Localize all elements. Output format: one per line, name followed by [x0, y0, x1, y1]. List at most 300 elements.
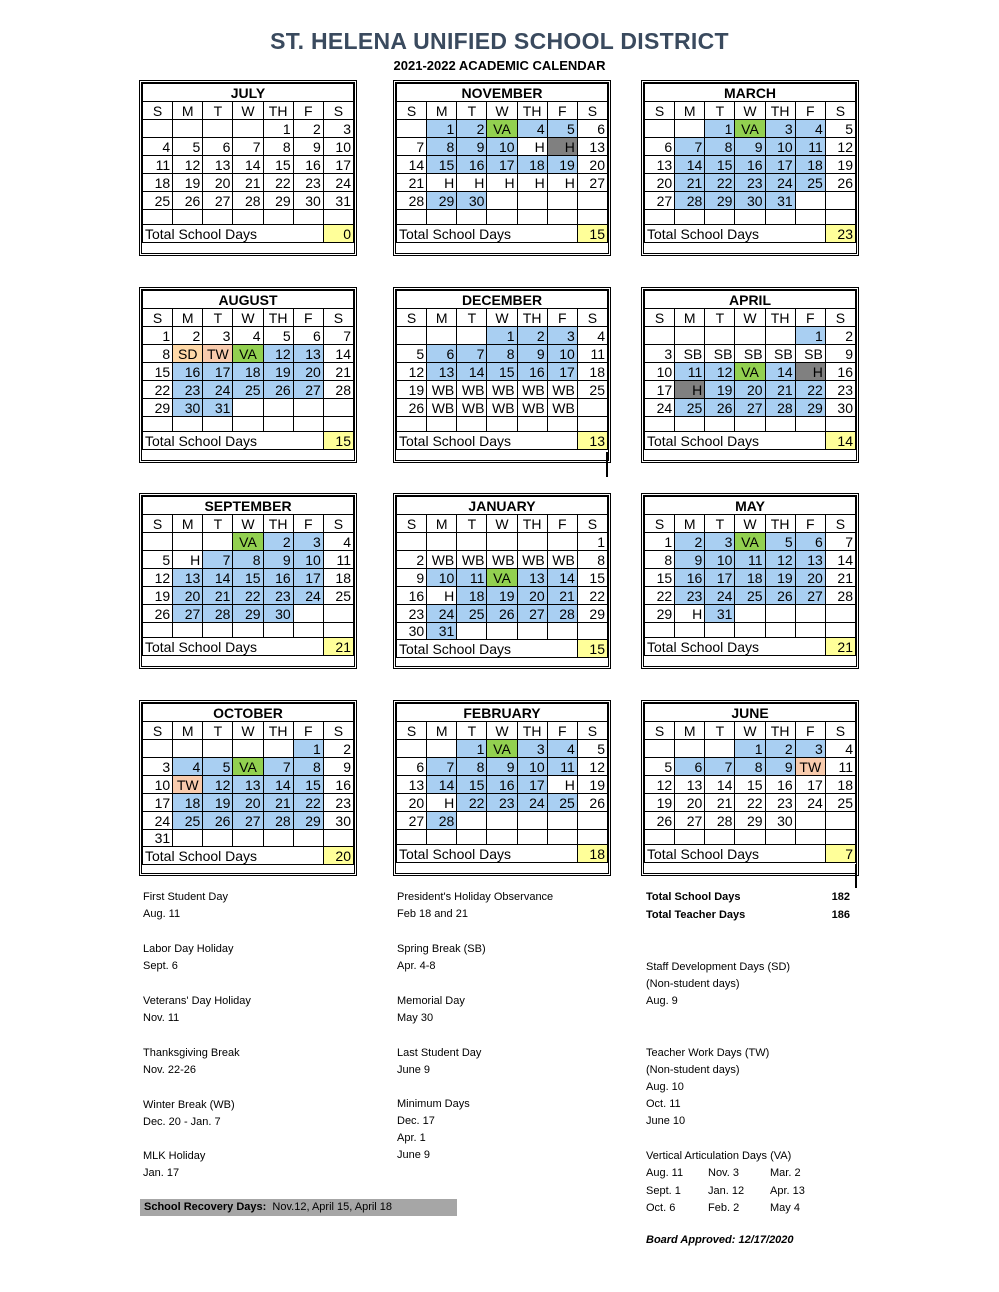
day-of-week-header: S: [577, 515, 607, 533]
total-school-days-value: 7: [825, 845, 855, 863]
day-cell: 26: [765, 587, 795, 605]
total-school-days-label: Total School Days: [143, 847, 324, 865]
day-cell: 1: [427, 120, 457, 138]
day-cell: 20: [735, 381, 765, 399]
day-cell: 9: [675, 551, 705, 569]
day-cell: [397, 533, 427, 551]
day-cell: 8: [427, 138, 457, 156]
day-cell: [487, 210, 517, 225]
sd-dates: Aug. 9: [646, 995, 678, 1007]
day-cell: [547, 417, 577, 432]
total-school-days-value: 0: [323, 225, 353, 243]
day-cell: 14: [547, 569, 577, 587]
day-cell: 30: [323, 812, 353, 830]
day-cell: 24: [143, 812, 173, 830]
day-cell: 3: [517, 740, 547, 758]
day-cell: 22: [293, 794, 323, 812]
day-cell: 22: [735, 794, 765, 812]
day-of-week-header: T: [705, 309, 735, 327]
va-dates: [646, 1165, 832, 1218]
day-cell: 24: [645, 399, 675, 417]
day-cell: 22: [143, 381, 173, 399]
day-cell: 20: [675, 794, 705, 812]
day-cell: 14: [675, 156, 705, 174]
day-cell: 24: [795, 794, 825, 812]
day-cell: [323, 623, 353, 638]
month-november: [393, 80, 611, 256]
day-cell: 20: [397, 794, 427, 812]
day-cell: 7: [203, 551, 233, 569]
day-cell: 13: [645, 156, 675, 174]
day-cell: 26: [487, 605, 517, 623]
day-cell: 4: [233, 327, 263, 345]
day-cell: 16: [323, 776, 353, 794]
day-cell: [263, 830, 293, 847]
day-cell: 23: [487, 794, 517, 812]
day-cell: [795, 192, 825, 210]
va-date: Jan. 12: [708, 1184, 745, 1197]
legend-date: Dec. 20 - Jan. 7: [143, 1116, 221, 1128]
total-school-days-value: 20: [323, 847, 353, 865]
day-of-week-header: F: [547, 722, 577, 740]
day-cell: 3: [705, 533, 735, 551]
day-cell: 10: [487, 138, 517, 156]
day-cell: [645, 830, 675, 845]
day-cell: [143, 120, 173, 138]
day-cell: WB: [487, 399, 517, 417]
day-cell: [577, 812, 607, 830]
day-cell: [735, 605, 765, 623]
day-cell: [765, 417, 795, 432]
day-cell: [323, 605, 353, 623]
day-cell: 4: [795, 120, 825, 138]
day-cell: 30: [263, 605, 293, 623]
day-cell: 26: [397, 399, 427, 417]
day-cell: [263, 740, 293, 758]
day-of-week-header: F: [795, 515, 825, 533]
day-cell: 23: [675, 587, 705, 605]
day-cell: 30: [825, 399, 855, 417]
day-of-week-header: F: [795, 722, 825, 740]
day-cell: 4: [517, 120, 547, 138]
day-cell: [517, 417, 547, 432]
day-cell: 22: [645, 587, 675, 605]
day-cell: 4: [825, 740, 855, 758]
day-cell: 16: [487, 776, 517, 794]
day-cell: [293, 623, 323, 638]
legend-label: Minimum Days: [397, 1098, 470, 1110]
day-of-week-header: TH: [263, 722, 293, 740]
day-cell: 28: [263, 812, 293, 830]
day-cell: 17: [705, 569, 735, 587]
day-cell: 30: [293, 192, 323, 210]
divider-line: [855, 864, 857, 888]
day-of-week-header: T: [457, 309, 487, 327]
day-cell: 13: [427, 363, 457, 381]
day-cell: 22: [233, 587, 263, 605]
va-date: Feb. 2: [708, 1202, 740, 1214]
day-cell: 7: [825, 533, 855, 551]
day-cell: [577, 623, 607, 640]
day-of-week-header: TH: [517, 515, 547, 533]
day-cell: [705, 327, 735, 345]
day-cell: [795, 812, 825, 830]
day-cell: 16: [517, 363, 547, 381]
tw-sublabel: (Non-student days): [646, 1064, 740, 1076]
day-cell: WB: [487, 381, 517, 399]
day-of-week-header: S: [645, 722, 675, 740]
day-cell: [293, 417, 323, 432]
day-cell: 7: [427, 758, 457, 776]
day-cell: 6: [645, 138, 675, 156]
recovery-label: School Recovery Days:: [144, 1201, 267, 1213]
day-cell: 26: [173, 192, 203, 210]
day-cell: [427, 327, 457, 345]
day-cell: 11: [675, 363, 705, 381]
day-cell: 13: [173, 569, 203, 587]
day-cell: [547, 533, 577, 551]
day-cell: [173, 417, 203, 432]
day-cell: 24: [765, 174, 795, 192]
month-name: JANUARY: [397, 497, 608, 515]
day-cell: 27: [735, 399, 765, 417]
total-school-days-label: Total School Days: [397, 845, 578, 863]
day-cell: [645, 417, 675, 432]
total-school-days-value: 18: [577, 845, 607, 863]
total-school-days-value: 14: [825, 432, 855, 450]
day-of-week-header: S: [397, 102, 427, 120]
day-cell: WB: [427, 551, 457, 569]
total-school-days-value: 21: [825, 638, 855, 656]
day-cell: 7: [323, 327, 353, 345]
total-school-days-value: 21: [323, 638, 353, 656]
day-cell: 12: [765, 551, 795, 569]
month-july: [139, 80, 357, 256]
va-label: Vertical Articulation Days (VA): [646, 1150, 792, 1162]
day-cell: 24: [517, 794, 547, 812]
day-cell: [203, 210, 233, 225]
day-cell: 12: [705, 363, 735, 381]
day-cell: [765, 210, 795, 225]
legend-label: Winter Break (WB): [143, 1099, 235, 1111]
day-of-week-header: M: [173, 309, 203, 327]
day-cell: 23: [293, 174, 323, 192]
day-cell: 31: [143, 830, 173, 847]
day-cell: [487, 192, 517, 210]
day-cell: 26: [577, 794, 607, 812]
day-cell: [427, 830, 457, 845]
day-cell: 1: [263, 120, 293, 138]
month-name: MARCH: [645, 84, 856, 102]
day-cell: 2: [517, 327, 547, 345]
day-cell: 10: [765, 138, 795, 156]
day-cell: WB: [427, 381, 457, 399]
day-cell: 21: [547, 587, 577, 605]
day-of-week-header: W: [735, 515, 765, 533]
day-cell: [397, 327, 427, 345]
total-school-days-label: Total School Days: [645, 432, 826, 450]
day-cell: [825, 812, 855, 830]
day-cell: 7: [675, 138, 705, 156]
va-date: Oct. 6: [646, 1202, 676, 1214]
day-cell: 28: [705, 812, 735, 830]
day-cell: VA: [735, 120, 765, 138]
legend-label: Spring Break (SB): [397, 943, 486, 955]
day-of-week-header: S: [323, 102, 353, 120]
day-cell: 25: [173, 812, 203, 830]
day-cell: 13: [517, 569, 547, 587]
day-cell: 18: [795, 156, 825, 174]
day-cell: 17: [645, 381, 675, 399]
total-school-days-value: 15: [577, 640, 607, 658]
day-cell: 27: [173, 605, 203, 623]
day-cell: [675, 417, 705, 432]
day-of-week-header: S: [323, 722, 353, 740]
day-cell: 29: [795, 399, 825, 417]
day-cell: 2: [323, 740, 353, 758]
day-cell: 3: [795, 740, 825, 758]
day-cell: 9: [293, 138, 323, 156]
legend-date: May 30: [397, 1012, 434, 1024]
legend-date: Sept. 6: [143, 960, 178, 972]
day-cell: 28: [675, 192, 705, 210]
day-cell: 25: [577, 381, 607, 399]
day-cell: 27: [233, 812, 263, 830]
day-cell: 26: [263, 381, 293, 399]
day-cell: [173, 740, 203, 758]
day-cell: 12: [577, 758, 607, 776]
day-cell: 7: [233, 138, 263, 156]
day-cell: [735, 417, 765, 432]
day-cell: 2: [457, 120, 487, 138]
day-cell: 11: [795, 138, 825, 156]
day-of-week-header: F: [795, 102, 825, 120]
day-cell: 2: [263, 533, 293, 551]
day-cell: 10: [705, 551, 735, 569]
day-cell: 20: [795, 569, 825, 587]
day-of-week-header: T: [457, 515, 487, 533]
day-cell: H: [517, 174, 547, 192]
day-of-week-header: T: [705, 722, 735, 740]
total-school-days-label: Total School Days: [397, 640, 578, 658]
month-name: FEBRUARY: [397, 704, 608, 722]
day-cell: TW: [795, 758, 825, 776]
day-cell: [705, 210, 735, 225]
day-of-week-header: S: [825, 102, 855, 120]
day-of-week-header: S: [143, 102, 173, 120]
legend-date: June 9: [397, 1064, 431, 1076]
day-cell: 9: [487, 758, 517, 776]
day-cell: [795, 830, 825, 845]
month-december: [393, 287, 611, 463]
legend-date: Apr. 1: [397, 1132, 426, 1144]
day-cell: 17: [517, 776, 547, 794]
day-cell: 12: [263, 345, 293, 363]
day-cell: 18: [233, 363, 263, 381]
day-cell: 27: [645, 192, 675, 210]
day-cell: 20: [645, 174, 675, 192]
day-cell: 19: [577, 776, 607, 794]
day-cell: 26: [143, 605, 173, 623]
day-cell: 6: [397, 758, 427, 776]
day-cell: 24: [323, 174, 353, 192]
day-cell: [517, 210, 547, 225]
day-cell: [547, 830, 577, 845]
day-cell: [577, 192, 607, 210]
day-of-week-header: TH: [517, 309, 547, 327]
day-of-week-header: M: [427, 515, 457, 533]
day-cell: 22: [705, 174, 735, 192]
day-cell: 23: [735, 174, 765, 192]
day-cell: [263, 417, 293, 432]
day-cell: 12: [825, 138, 855, 156]
day-cell: [517, 623, 547, 640]
day-cell: 13: [577, 138, 607, 156]
day-cell: SB: [735, 345, 765, 363]
day-cell: [323, 210, 353, 225]
day-cell: 28: [427, 812, 457, 830]
day-cell: 9: [517, 345, 547, 363]
day-cell: 24: [203, 381, 233, 399]
day-of-week-header: S: [143, 515, 173, 533]
day-cell: [547, 812, 577, 830]
day-of-week-header: W: [735, 722, 765, 740]
day-cell: 14: [263, 776, 293, 794]
day-cell: H: [547, 776, 577, 794]
day-cell: 18: [143, 174, 173, 192]
day-cell: [397, 417, 427, 432]
day-cell: [457, 533, 487, 551]
day-cell: [173, 830, 203, 847]
day-cell: [323, 417, 353, 432]
total-school-days-label: Total School Days: [646, 891, 741, 903]
day-cell: 5: [577, 740, 607, 758]
day-cell: [397, 210, 427, 225]
day-cell: [233, 120, 263, 138]
day-cell: [263, 399, 293, 417]
day-cell: [143, 417, 173, 432]
day-cell: 15: [143, 363, 173, 381]
day-cell: 8: [263, 138, 293, 156]
day-cell: 14: [825, 551, 855, 569]
day-cell: 21: [263, 794, 293, 812]
month-april: [641, 287, 859, 463]
day-of-week-header: T: [457, 722, 487, 740]
day-cell: 15: [735, 776, 765, 794]
day-cell: H: [427, 587, 457, 605]
day-cell: [143, 740, 173, 758]
day-cell: WB: [517, 381, 547, 399]
day-cell: [547, 210, 577, 225]
day-cell: VA: [735, 533, 765, 551]
day-cell: WB: [427, 399, 457, 417]
day-cell: [705, 830, 735, 845]
day-cell: [293, 605, 323, 623]
day-cell: [173, 623, 203, 638]
day-cell: VA: [487, 569, 517, 587]
day-cell: 10: [427, 569, 457, 587]
day-cell: 22: [263, 174, 293, 192]
day-cell: 1: [795, 327, 825, 345]
day-cell: WB: [547, 381, 577, 399]
day-of-week-header: T: [203, 515, 233, 533]
day-of-week-header: W: [735, 309, 765, 327]
day-cell: 27: [517, 605, 547, 623]
day-cell: 2: [675, 533, 705, 551]
day-cell: WB: [517, 551, 547, 569]
day-of-week-header: M: [173, 515, 203, 533]
day-cell: [143, 623, 173, 638]
day-cell: [795, 605, 825, 623]
day-cell: [203, 533, 233, 551]
day-cell: WB: [547, 399, 577, 417]
day-cell: 16: [735, 156, 765, 174]
day-cell: 1: [143, 327, 173, 345]
day-cell: 14: [765, 363, 795, 381]
day-of-week-header: S: [143, 722, 173, 740]
day-cell: 15: [263, 156, 293, 174]
day-of-week-header: S: [323, 309, 353, 327]
day-cell: 19: [263, 363, 293, 381]
day-cell: [487, 533, 517, 551]
day-cell: [517, 533, 547, 551]
month-january: [393, 493, 611, 669]
day-cell: 20: [233, 794, 263, 812]
day-cell: [487, 417, 517, 432]
day-cell: 15: [293, 776, 323, 794]
day-cell: 12: [397, 363, 427, 381]
day-cell: SB: [765, 345, 795, 363]
day-cell: 1: [457, 740, 487, 758]
day-cell: 21: [765, 381, 795, 399]
day-cell: 29: [293, 812, 323, 830]
day-cell: 29: [263, 192, 293, 210]
day-cell: 6: [293, 327, 323, 345]
day-cell: [577, 210, 607, 225]
day-cell: [517, 830, 547, 845]
day-cell: SD: [173, 345, 203, 363]
day-cell: 25: [795, 174, 825, 192]
day-cell: [233, 417, 263, 432]
legend-label: First Student Day: [143, 891, 228, 903]
day-cell: 15: [487, 363, 517, 381]
day-cell: H: [427, 174, 457, 192]
day-of-week-header: F: [547, 102, 577, 120]
day-cell: 25: [323, 587, 353, 605]
day-of-week-header: TH: [765, 515, 795, 533]
day-cell: SB: [795, 345, 825, 363]
legend-label: Thanksgiving Break: [143, 1047, 240, 1059]
total-school-days-label: Total School Days: [645, 845, 826, 863]
day-cell: [233, 830, 263, 847]
day-cell: [323, 399, 353, 417]
day-of-week-header: W: [233, 102, 263, 120]
day-of-week-header: S: [323, 515, 353, 533]
day-cell: 20: [517, 587, 547, 605]
day-cell: VA: [735, 363, 765, 381]
day-cell: 30: [397, 623, 427, 640]
day-cell: 7: [705, 758, 735, 776]
district-title: ST. HELENA UNIFIED SCHOOL DISTRICT: [270, 28, 729, 54]
day-cell: 21: [203, 587, 233, 605]
day-cell: 14: [233, 156, 263, 174]
day-cell: 31: [705, 605, 735, 623]
day-of-week-header: S: [143, 309, 173, 327]
day-cell: 18: [323, 569, 353, 587]
day-cell: 13: [675, 776, 705, 794]
day-cell: 11: [457, 569, 487, 587]
day-cell: [675, 327, 705, 345]
